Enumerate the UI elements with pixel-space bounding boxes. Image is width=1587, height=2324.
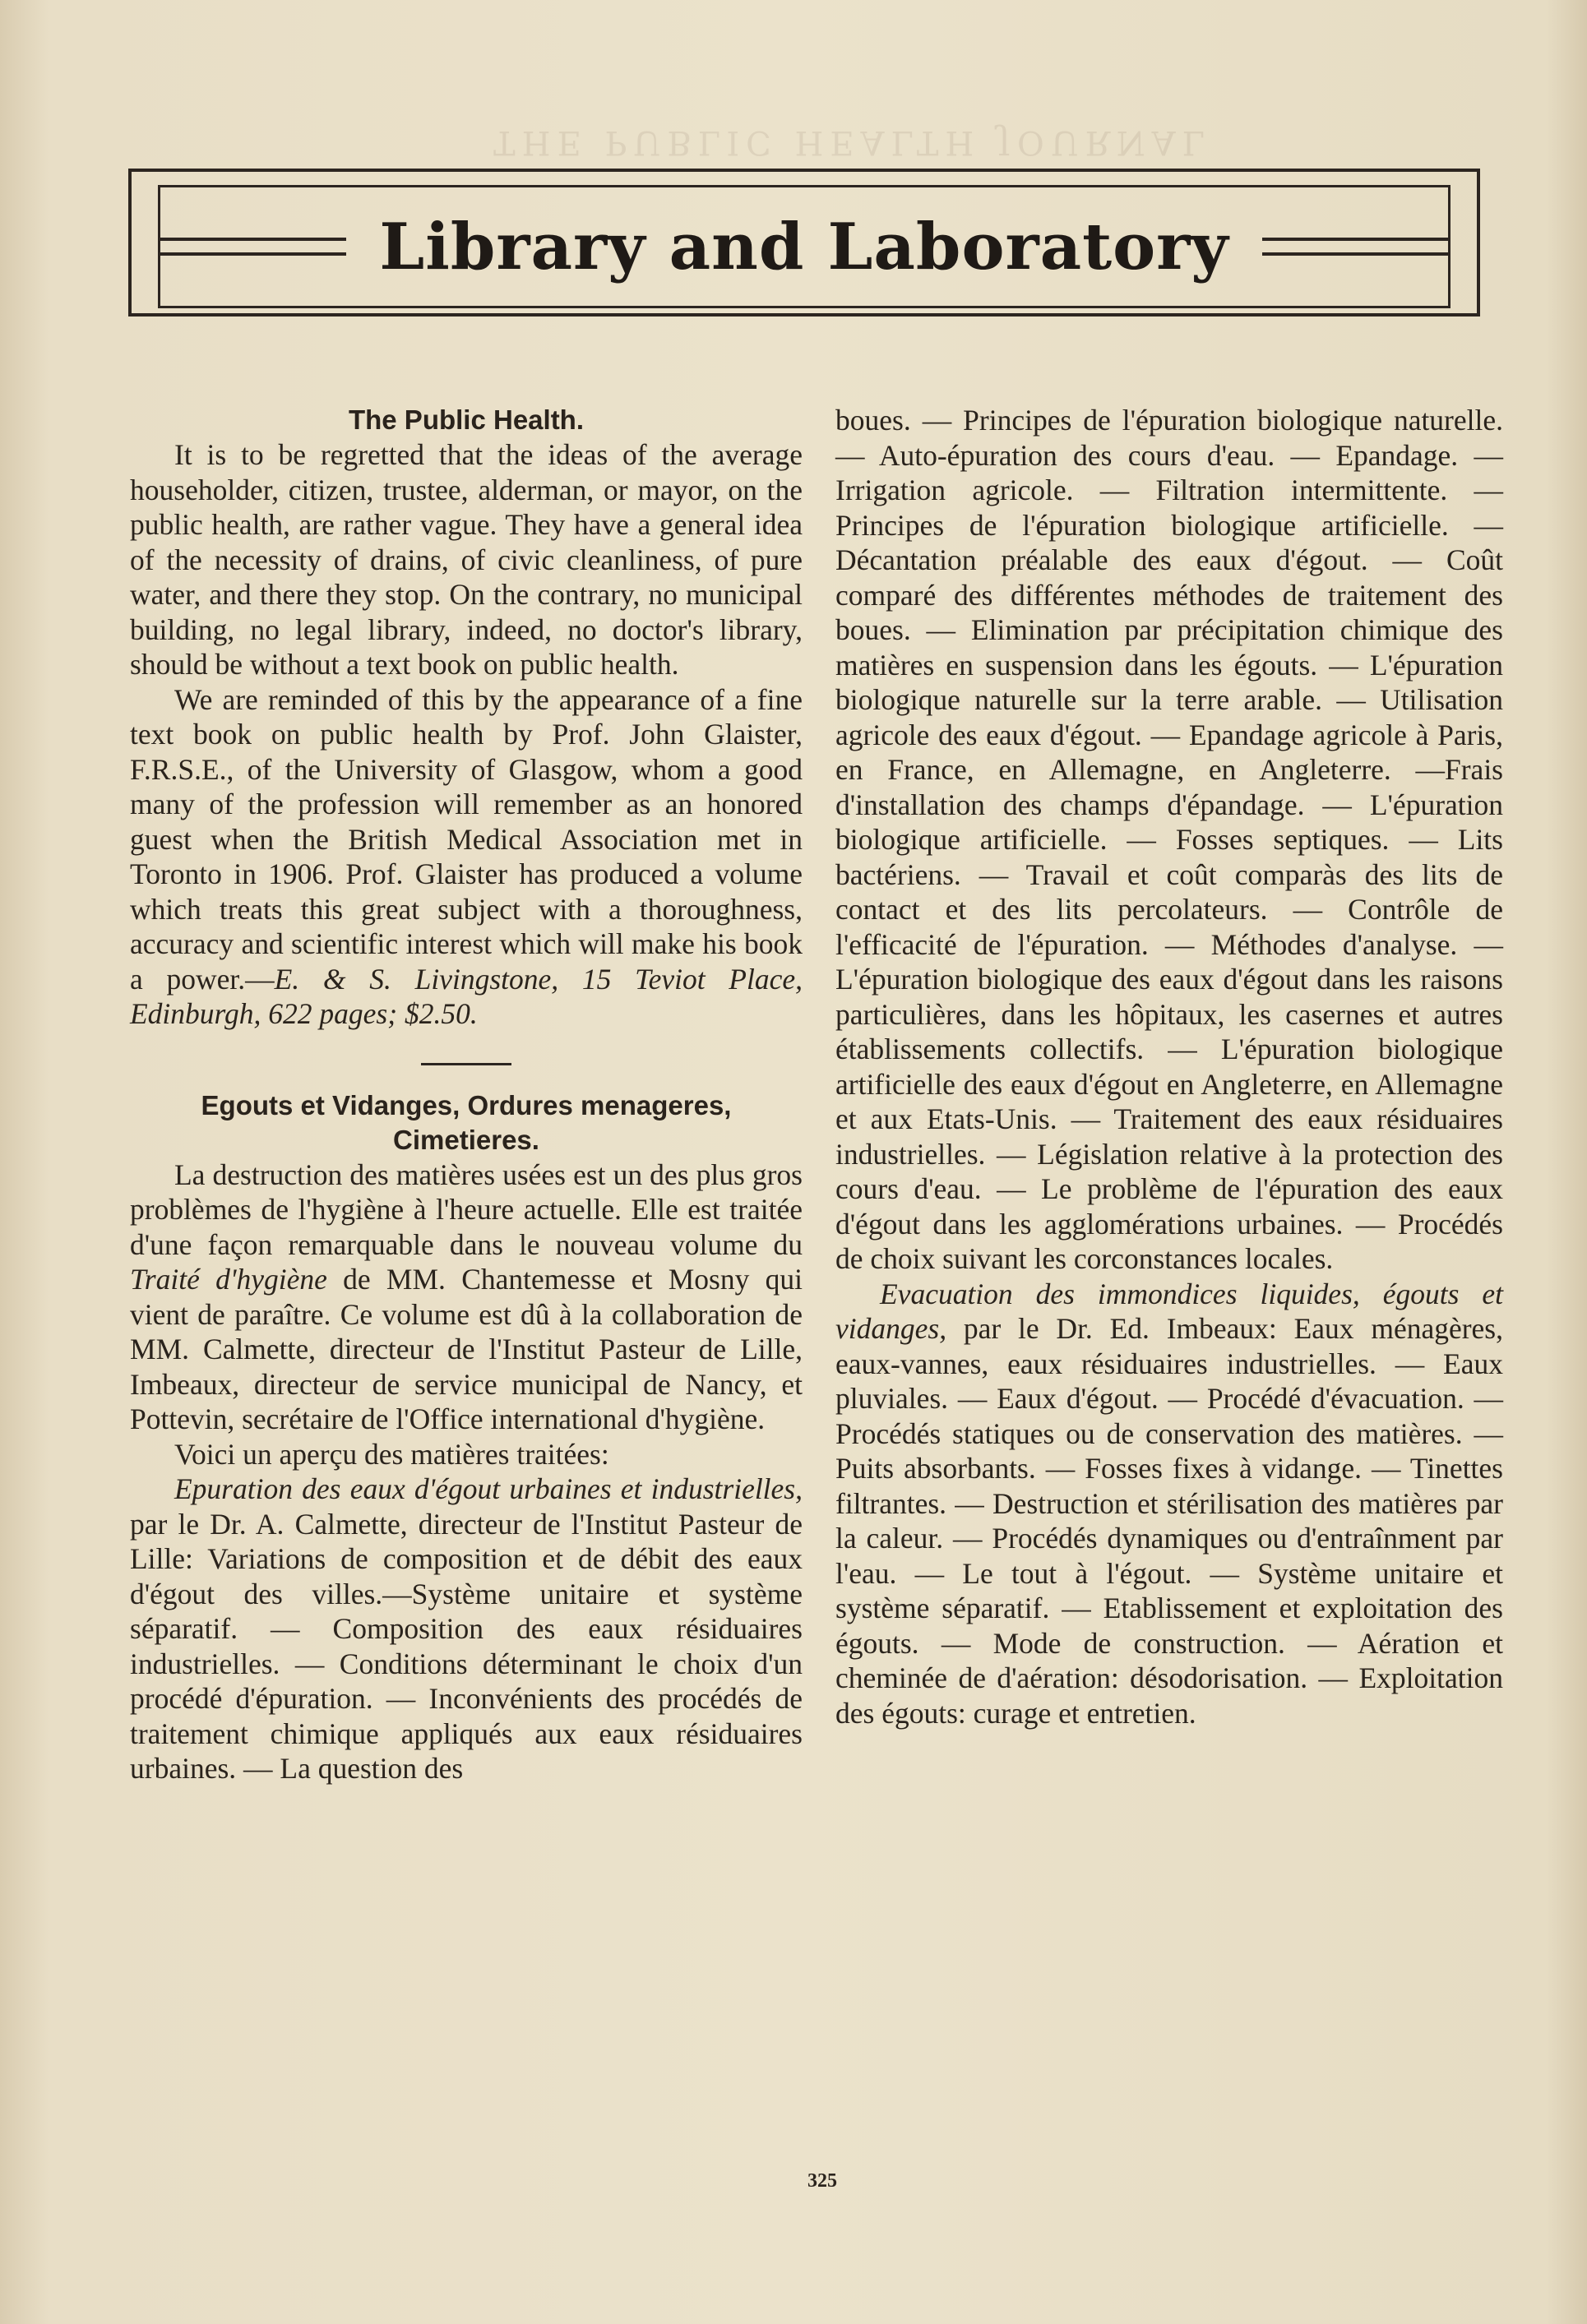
- paragraph-text: We are reminded of this by the appearance of a fine text book on public health by Prof. John Glaister, F.R.S.E., of the University of Glasgow, whom a good many of the profession will remember as an honored guest when the British Medical Association met in Toronto in 1906. Prof. Glaister has produced a volume which treats this great subject with a thoroughness, accuracy and scientific interest which will make his book a power.—: [130, 682, 803, 996]
- book-title: Traité d'hygiène: [130, 1263, 327, 1296]
- right-double-rule: [1262, 238, 1448, 256]
- paragraph-text: par le Dr. Ed. Imbeaux: Eaux ménagères, eaux-vannes, eaux résiduaires industrielles. — Eaux pluviales. — Eaux d'égout. — Procédé d'évacuation. — Procédés statiques ou de conservation des matières. — Puits absorbants. — Fosses fixes à vidange. — Tinettes filtrantes. — Destruction et stérilisation des matières par la caleur. — Procédés dynamiques ou d'entraînment par l'eau. — Le tout à l'égout. — Système unitaire et système séparatif. — Etablissement et exploitation des égouts. — Mode de construction. — Aération et cheminée de d'aération: désodorisation. — Exploitation des égouts: curage et entretien.: [835, 1312, 1503, 1730]
- paragraph: Voici un aperçu des matières traitées:: [174, 1437, 609, 1471]
- paragraph-text: La destruction des matières usées est un des plus gros problèmes de l'hygiène à l'heure actuelle. Elle est traitée d'une façon remarquable dans le nouveau volume du: [130, 1157, 803, 1261]
- chapter-title: Epuration des eaux d'égout urbaines et industrielles,: [174, 1472, 803, 1505]
- paragraph: [130, 1472, 803, 1786]
- bleed-through-running-head: THE PUBLIC HEALTH JOURNAL: [493, 123, 1211, 161]
- paragraph-continued: boues. — Principes de l'épuration biologique naturelle. — Auto-épuration des cours d'eau. — Epandage. — Irrigation agricole. — Filtration intermittente. — Principes de l'épuration biologique artificielle. — Décantation préalable des eaux d'égout. — Coût comparé des différentes méthodes de traitement des boues. — Elimination par précipitation chimique des matières en suspension dans les égouts. — L'épuration biologique naturelle sur la terre arable. — Utilisation agricole des eaux d'égout. — Epandage agricole à Paris, en France, en Allemagne, en Angleterre. —Frais d'installation des champs d'épandage. — L'épuration biologique artificielle. — Fosses septiques. — Lits bactériens. — Travail et coût comparàs des lits de contact et des lits percolateurs. — Contrôle de l'efficacité de l'épuration. — Méthodes d'analyse. — L'épuration biologique des eaux d'égout dans les raisons particulières, dans les hôpitaux, les casernes et autres établissements collectifs. — L'épuration biologique artificielle des eaux d'égout en Angleterre, en Allemagne et aux Etats-Unis. — Traitement des eaux résiduaires industrielles. — Législation relative à la protection des cours d'eau. — Le problème de l'épuration des eaux d'égout dans les agglomérations urbaines. — Procédés de choix suivant les corconstances locales.: [835, 404, 1503, 1275]
- article-divider: [421, 1063, 511, 1065]
- right-column: [835, 403, 1503, 1730]
- paragraph: [835, 1277, 1503, 1731]
- paragraph: [130, 1157, 803, 1437]
- chapter-title: Evacuation des immondices liquides, égouts et vidanges,: [835, 1277, 1503, 1345]
- left-column: [130, 403, 803, 1786]
- header-frame: [158, 185, 1451, 308]
- paragraph-text: par le Dr. A. Calmette, directeur de l'Institut Pasteur de Lille: Variations de composition et de débit des eaux d'égout des villes.—Système unitaire et système séparatif. — Composition des eaux résiduaires industrielles. — Conditions déterminant le choix d'un procédé d'épuration. — Inconvénients des procédés de traitement chimique appliqués aux eaux résiduaires urbaines. — La question des: [130, 1507, 803, 1785]
- paragraph: It is to be regretted that the ideas of the average householder, citizen, trustee, alderman, or mayor, on the public health, are rather vague. They have a general idea of the necessity of drains, of civic cleanliness, of pure water, and there they stop. On the contrary, no municipal building, no legal library, indeed, no doctor's library, should be without a text book on public health.: [130, 438, 803, 681]
- paragraph: [130, 682, 803, 1032]
- page-number: 325: [807, 2170, 837, 2192]
- left-double-rule: [160, 238, 346, 256]
- paragraph-text: de MM. Chantemesse et Mosny qui vient de paraître. Ce volume est dû à la collaboration de MM. Calmette, directeur de l'Institut Pasteur de Lille, Imbeaux, directeur de service municipal de Nancy, et Pottevin, secrétaire de l'Office international d'hygiène.: [130, 1263, 803, 1435]
- article-heading-public-health: The Public Health.: [348, 404, 585, 435]
- article-heading-egouts: Egouts et Vidanges, Ordures menageres, Cimetieres.: [201, 1089, 732, 1155]
- section-title: Library and Laboratory: [379, 209, 1229, 284]
- citation: E. & S. Livingstone, 15 Teviot Place, Edinburgh, 622 pages; $2.50.: [130, 962, 803, 1030]
